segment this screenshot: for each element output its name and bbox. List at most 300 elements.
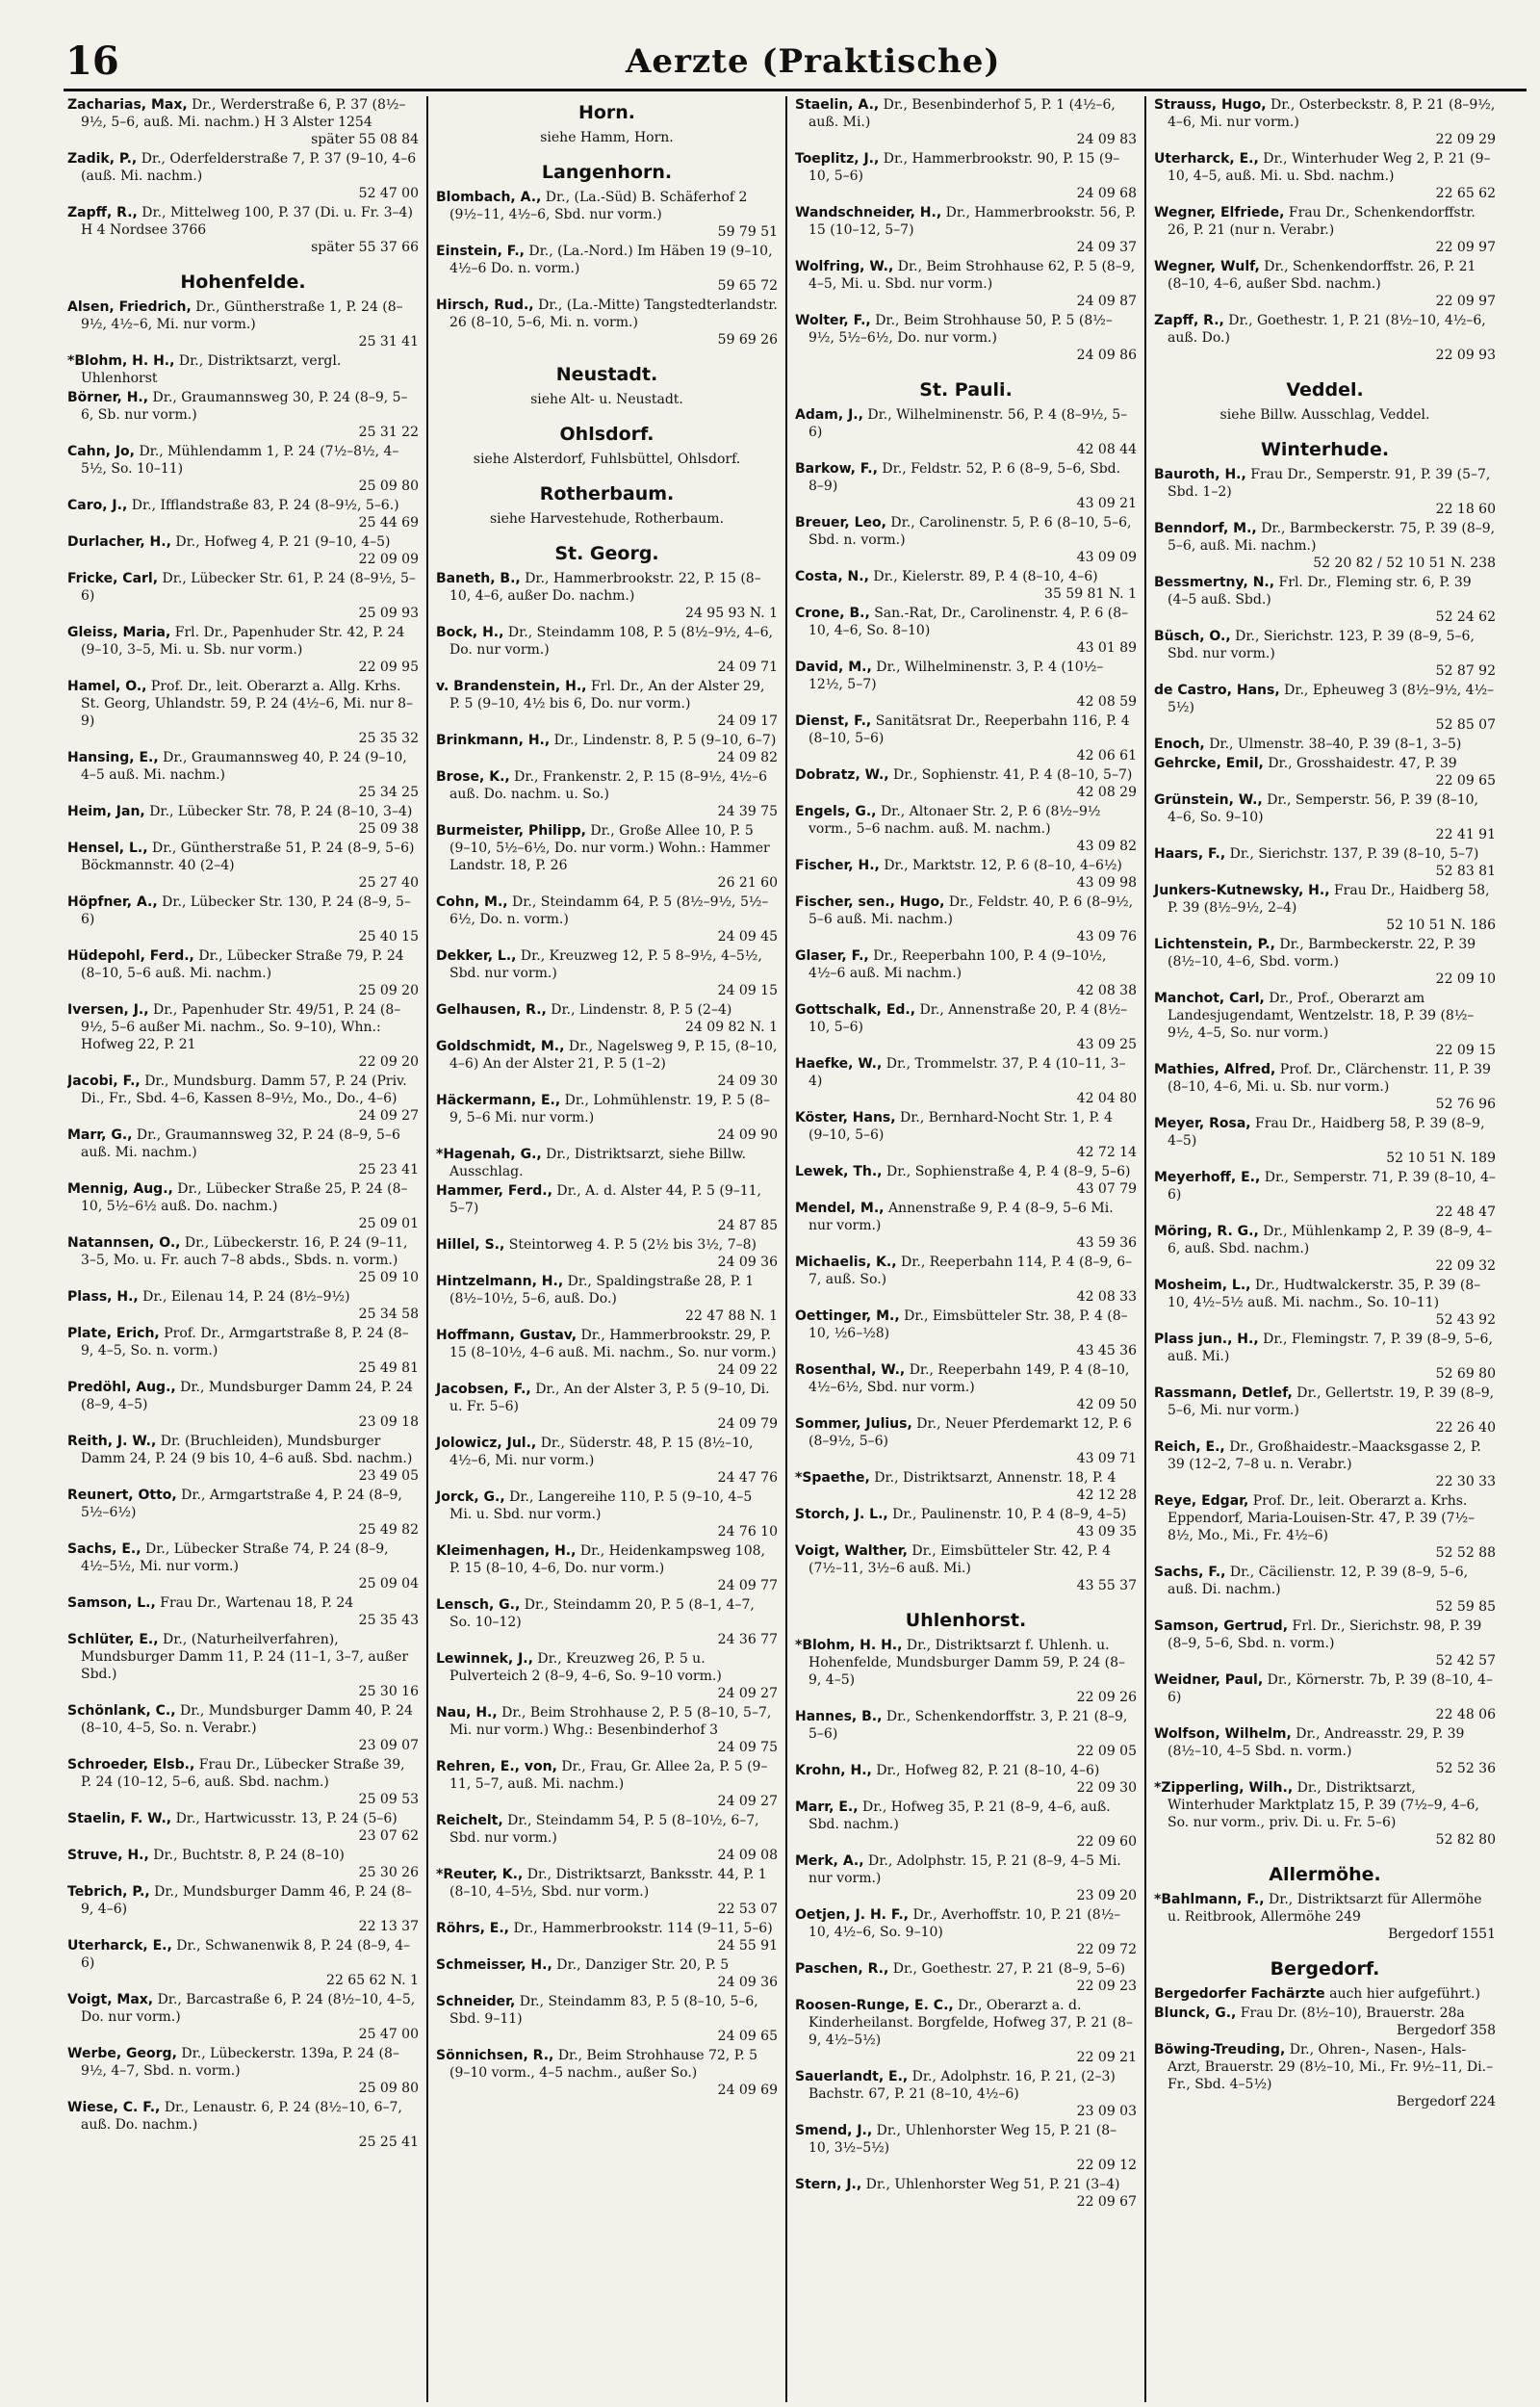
directory-entry bbox=[436, 1704, 778, 1756]
physician-name: Weidner, Paul, bbox=[1154, 1672, 1264, 1688]
phone-number: 52 76 96 bbox=[1435, 1097, 1496, 1112]
entry-details: Prof. Dr., leit. Oberarzt a. Allg. Krhs. St. Georg, Uhlandstr. 59, P. 24 (4½–6, Mi. nur 8–9) bbox=[81, 679, 414, 729]
physician-name: Meyer, Rosa, bbox=[1154, 1116, 1251, 1131]
physician-name: Hannes, B., bbox=[795, 1709, 883, 1724]
entry-details: Dr., Marktstr. 12, P. 6 (8–10, 4–6½) bbox=[884, 858, 1122, 873]
physician-name: Breuer, Leo, bbox=[795, 515, 886, 531]
directory-entry bbox=[436, 1092, 778, 1144]
phone-number: 59 79 51 bbox=[717, 224, 778, 240]
physician-name: Zapff, R., bbox=[1154, 313, 1224, 328]
entry-details: Dr., Trommelstr. 37, P. 4 (10–11, 3–4) bbox=[808, 1056, 1126, 1089]
phone-number: 25 09 01 bbox=[358, 1216, 419, 1231]
physician-name: Caro, J., bbox=[67, 498, 128, 513]
physician-name: Hillel, S., bbox=[436, 1237, 505, 1253]
entry-details: Dr., Lübecker Straße 25, P. 24 (8–10, 5½–6½ auß. Do. nachm.) bbox=[81, 1181, 408, 1214]
section-title: Uhlenhorst. bbox=[905, 1610, 1027, 1631]
phone-number: 24 09 36 bbox=[717, 1255, 778, 1270]
directory-entry bbox=[67, 96, 419, 148]
phone-number: 43 07 79 bbox=[1076, 1181, 1137, 1197]
section-title: Langenhorn. bbox=[541, 162, 673, 183]
directory-entry bbox=[67, 947, 419, 999]
entry-details: Dr., Uhlenhorster Weg 51, P. 21 (3–4) bbox=[865, 2177, 1120, 2192]
entry-details: Dr., Kielerstr. 89, P. 4 (8–10, 4–6) bbox=[873, 569, 1098, 584]
physician-name: *Spaethe, bbox=[795, 1470, 870, 1486]
entry-details: Dr., Ohren-, Nasen-, Hals-Arzt, Brauerstr. 29 (8½–10, Mi., Fr. 9½–11, Di.–Fr., Sbd. 4–5½) bbox=[1168, 2042, 1494, 2092]
phone-number: 43 09 82 bbox=[1076, 839, 1137, 854]
header-rule bbox=[64, 89, 1527, 91]
phone-number: 42 08 59 bbox=[1076, 694, 1137, 710]
directory-entry bbox=[67, 1325, 419, 1377]
physician-name: Voigt, Walther, bbox=[795, 1543, 908, 1559]
entry-details: Prof. Dr., leit. Oberarzt a. Krhs. Eppendorf, Maria-Louisen-Str. 47, P. 39 (7½–8½, Mo., Mi., Fr. 4½–6) bbox=[1168, 1493, 1476, 1543]
physician-name: Fischer, sen., Hugo, bbox=[795, 894, 945, 910]
entry-details: Dr., Andreasstr. 29, P. 39 (8½–10, 4–5 Sbd. n. vorm.) bbox=[1168, 1726, 1465, 1759]
entry-details: Dr., Kreuzweg 12, P. 5 8–9½, 4–5½, Sbd. nur vorm.) bbox=[449, 948, 762, 981]
directory-entry bbox=[436, 1146, 778, 1180]
phone-number: 26 21 60 bbox=[717, 875, 778, 891]
directory-entry bbox=[1154, 2005, 1496, 2039]
physician-name: Crone, B., bbox=[795, 606, 870, 621]
phone-number: 24 09 30 bbox=[717, 1074, 778, 1089]
phone-number: 22 09 10 bbox=[1435, 971, 1496, 987]
entry-details: Sanitätsrat Dr., Reeperbahn 116, P. 4 (8–10, 5–6) bbox=[808, 713, 1130, 746]
phone-number: 24 09 27 bbox=[358, 1108, 419, 1124]
directory-entry bbox=[795, 605, 1137, 657]
phone-number: 22 09 65 bbox=[1435, 773, 1496, 789]
phone-number: 22 09 20 bbox=[358, 1054, 419, 1070]
directory-entry bbox=[1154, 312, 1496, 364]
entry-details: Dr., Werderstraße 6, P. 37 (8½–9½, 5–6, auß. Mi. nachm.) H 3 Alster 1254 bbox=[81, 97, 406, 130]
phone-number: 22 09 09 bbox=[358, 552, 419, 567]
phone-number: 25 27 40 bbox=[358, 875, 419, 891]
directory-entry bbox=[67, 352, 419, 387]
physician-name: Wolter, F., bbox=[795, 313, 871, 328]
physician-name: Brose, K., bbox=[436, 769, 510, 785]
entry-details: Dr., Hammerbrookstr. 29, P. 15 (8–10½, 4–6 auß. Mi. nachm., So. nur vorm.) bbox=[449, 1328, 777, 1360]
entry-details: Prof. Dr., Clärchenstr. 11, P. 39 (8–10, 4–6, Mi. u. Sb. nur vorm.) bbox=[1168, 1062, 1491, 1095]
entry-details: Dr., Güntherstraße 1, P. 24 (8–9½, 4½–6, Mi. nur vorm.) bbox=[81, 299, 403, 332]
phone-number: 22 09 60 bbox=[1076, 1834, 1137, 1850]
physician-name: Tebrich, P., bbox=[67, 1884, 150, 1900]
directory-entry bbox=[67, 1883, 419, 1935]
physician-name: Manchot, Carl, bbox=[1154, 991, 1265, 1006]
directory-entry bbox=[67, 497, 419, 531]
directory-entry bbox=[436, 189, 778, 241]
physician-name: Bauroth, H., bbox=[1154, 467, 1246, 482]
physician-name: Gehrcke, Emil, bbox=[1154, 756, 1264, 771]
phone-number: 22 09 93 bbox=[1435, 348, 1496, 363]
page-number: 16 bbox=[65, 39, 119, 84]
directory-entry bbox=[795, 2176, 1137, 2211]
phone-number: 22 09 67 bbox=[1076, 2194, 1137, 2210]
physician-name: Reich, E., bbox=[1154, 1439, 1225, 1455]
directory-entry bbox=[795, 2068, 1137, 2120]
physician-name: Oetjen, J. H. F., bbox=[795, 1907, 909, 1923]
physician-name: Brinkmann, H., bbox=[436, 733, 551, 748]
phone-number: 22 53 07 bbox=[717, 1902, 778, 1917]
directory-entry bbox=[436, 732, 778, 766]
phone-number: 25 25 41 bbox=[358, 2135, 419, 2150]
phone-number: 24 09 17 bbox=[717, 713, 778, 729]
phone-number: 25 47 00 bbox=[358, 2027, 419, 2042]
directory-entry bbox=[1154, 936, 1496, 988]
entry-details: Dr., Distriktsarzt, siehe Billw. Ausschlag. bbox=[449, 1147, 746, 1179]
physician-name: Mennig, Aug., bbox=[67, 1181, 173, 1197]
phone-number: 42 09 50 bbox=[1076, 1397, 1137, 1412]
physician-name: Sachs, E., bbox=[67, 1541, 141, 1557]
directory-entry bbox=[67, 150, 419, 202]
physician-name: Hirsch, Rud., bbox=[436, 298, 534, 313]
physician-name: David, M., bbox=[795, 660, 872, 675]
entry-details: Frau Dr., Haidberg 58, P. 39 (8½–9½, 2–4) bbox=[1168, 883, 1490, 916]
directory-entry bbox=[795, 803, 1137, 855]
phone-number: 25 49 82 bbox=[358, 1522, 419, 1538]
physician-name: Köster, Hans, bbox=[795, 1110, 896, 1126]
physician-name: *Blohm, H. H., bbox=[67, 353, 175, 369]
directory-entry bbox=[436, 1866, 778, 1918]
directory-entry bbox=[436, 1435, 778, 1487]
directory-entry bbox=[436, 1273, 778, 1325]
physician-name: Durlacher, H., bbox=[67, 534, 171, 550]
phone-number: 24 87 85 bbox=[717, 1218, 778, 1233]
directory-entry bbox=[1154, 1169, 1496, 1221]
phone-number: 24 09 65 bbox=[717, 2029, 778, 2044]
entry-details: Dr., Flemingstr. 7, P. 39 (8–9, 5–6, auß. Mi.) bbox=[1168, 1332, 1493, 1364]
directory-entry bbox=[795, 204, 1137, 256]
directory-entry bbox=[795, 857, 1137, 892]
entry-details: Dr., Feldstr. 40, P. 6 (8–9½, 5–6 auß. Mi. nachm.) bbox=[808, 894, 1134, 927]
directory-entry bbox=[795, 1109, 1137, 1161]
phone-number: 22 09 12 bbox=[1076, 2158, 1137, 2173]
phone-number: 25 35 32 bbox=[358, 731, 419, 746]
directory-entry bbox=[436, 678, 778, 730]
directory-entry bbox=[795, 1997, 1137, 2066]
cross-reference: siehe Harvestehude, Rotherbaum. bbox=[489, 511, 725, 527]
directory-entry bbox=[1154, 520, 1496, 572]
directory-entry bbox=[436, 1993, 778, 2045]
directory-entry bbox=[1154, 96, 1496, 148]
directory-entry bbox=[436, 2047, 778, 2099]
directory-entry bbox=[67, 803, 419, 838]
directory-entry bbox=[1154, 628, 1496, 680]
phone-number: 25 09 80 bbox=[358, 479, 419, 494]
physician-name: Lensch, G., bbox=[436, 1597, 521, 1613]
section-title: Horn. bbox=[578, 102, 636, 123]
phone-number: 59 69 26 bbox=[717, 332, 778, 348]
directory-entry bbox=[436, 243, 778, 295]
cross-reference: siehe Hamm, Horn. bbox=[540, 130, 674, 145]
directory-entry bbox=[67, 1937, 419, 1989]
entry-details: Dr., Feldstr. 52, P. 6 (8–9, 5–6, Sbd. 8–9) bbox=[808, 461, 1121, 494]
entry-details: Dr., Barmbeckerstr. 75, P. 39 (8–9, 5–6, auß. Mi. nachm.) bbox=[1168, 521, 1496, 554]
entry-details: Dr., Mittelweg 100, P. 37 (Di. u. Fr. 3–4) H 4 Nordsee 3766 bbox=[81, 205, 413, 238]
phone-number: 22 41 91 bbox=[1435, 827, 1496, 842]
directory-entry bbox=[795, 1506, 1137, 1540]
entry-details: Dr., Beim Strohhause 50, P. 5 (8½–9½, 5½–6½, Do. nur vorm.) bbox=[808, 313, 1113, 346]
physician-name: Wiese, C. F., bbox=[67, 2100, 161, 2115]
directory-entry bbox=[795, 1852, 1137, 1904]
phone-number: 24 09 71 bbox=[717, 660, 778, 675]
phone-number: 24 36 77 bbox=[717, 1632, 778, 1647]
physician-name: Büsch, O., bbox=[1154, 629, 1231, 644]
physician-name: Höpfner, A., bbox=[67, 894, 158, 910]
physician-name: v. Brandenstein, H., bbox=[436, 679, 587, 694]
column-1 bbox=[67, 96, 426, 2402]
directory-entry bbox=[436, 768, 778, 820]
physician-name: Möring, R. G., bbox=[1154, 1224, 1259, 1239]
phone-number: 43 59 36 bbox=[1076, 1235, 1137, 1251]
entry-details: Dr., Schenkendorffstr. 3, P. 21 (8–9, 5–6) bbox=[808, 1709, 1128, 1742]
entry-details: Frau Dr., Lübecker Straße 39, P. 24 (10–12, 5–6, auß. Sbd. nachm.) bbox=[81, 1757, 405, 1790]
entry-details: Dr., Armgartstraße 4, P. 24 (8–9, 5½–6½) bbox=[81, 1488, 402, 1520]
directory-entry bbox=[67, 1433, 419, 1485]
phone-number: 24 76 10 bbox=[717, 1524, 778, 1540]
physician-name: *Bahlmann, F., bbox=[1154, 1892, 1265, 1907]
phone-number: 24 09 37 bbox=[1076, 240, 1137, 255]
directory-entry bbox=[1154, 990, 1496, 1059]
section-title: St. Pauli. bbox=[919, 379, 1013, 401]
entry-details: Frl. Dr., Fleming str. 6, P. 39 (4–5 auß. Sbd.) bbox=[1168, 575, 1472, 608]
physician-name: Gelhausen, R., bbox=[436, 1002, 547, 1018]
entry-details: Dr., Heidenkampsweg 108, P. 15 (8–10, 4–6, Do. nur vorm.) bbox=[449, 1543, 765, 1576]
phone-number: 25 49 81 bbox=[358, 1360, 419, 1376]
entry-details: Dr., Lübecker Str. 61, P. 24 (8–9½, 5–6) bbox=[81, 571, 416, 604]
physician-name: Marr, E., bbox=[795, 1799, 859, 1815]
phone-number: 24 09 90 bbox=[717, 1127, 778, 1143]
physician-name: Sachs, F., bbox=[1154, 1565, 1226, 1580]
phone-number: 24 39 75 bbox=[717, 804, 778, 819]
entry-details: Dr., Großhaidestr.–Maacksgasse 2, P. 39 (12–2, 7–8 u. n. Verabr.) bbox=[1168, 1439, 1481, 1472]
physician-name: Uterharck, E., bbox=[67, 1938, 172, 1954]
entry-details: Frau Dr., Schenkendorffstr. 26, P. 21 (nur n. Verabr.) bbox=[1168, 205, 1476, 238]
physician-name: Staelin, F. W., bbox=[67, 1811, 172, 1826]
phone-number: 23 07 62 bbox=[358, 1828, 419, 1844]
section-title: Rotherbaum. bbox=[539, 483, 675, 505]
phone-number: 42 72 14 bbox=[1076, 1145, 1137, 1160]
entry-details: Dr., Distriktsarzt, Winterhuder Marktplatz 15, P. 39 (7½–9, 4–6, So. nur vorm., priv. Di. u. Fr. 5–6) bbox=[1168, 1780, 1479, 1830]
entry-details: Dr., Hammerbrookstr. 56, P. 15 (10–12, 5–7) bbox=[808, 205, 1137, 238]
entry-details: Dr., Mundsburger Damm 46, P. 24 (8–9, 4–6) bbox=[81, 1884, 412, 1917]
phone-number: 25 30 16 bbox=[358, 1684, 419, 1699]
physician-name: Alsen, Friedrich, bbox=[67, 299, 192, 315]
directory-entry bbox=[436, 1542, 778, 1594]
physician-name: Jacobi, F., bbox=[67, 1074, 141, 1089]
physician-name: Glaser, F., bbox=[795, 948, 869, 964]
phone-number: 22 48 06 bbox=[1435, 1707, 1496, 1722]
directory-entry bbox=[1154, 791, 1496, 843]
directory-entry bbox=[795, 1254, 1137, 1306]
directory-entry bbox=[1154, 1061, 1496, 1113]
physician-name: Strauss, Hugo, bbox=[1154, 97, 1267, 113]
cross-reference: siehe Alsterdorf, Fuhlsbüttel, Ohlsdorf. bbox=[473, 452, 741, 467]
phone-number: 23 09 07 bbox=[358, 1738, 419, 1753]
phone-number: 42 08 29 bbox=[1076, 785, 1137, 800]
physician-name: Reichelt, bbox=[436, 1813, 503, 1828]
directory-entry bbox=[1154, 1115, 1496, 1167]
directory-entry bbox=[1154, 1492, 1496, 1562]
directory-entry bbox=[67, 389, 419, 441]
entry-details: Dr., Sophienstr. 41, P. 4 (8–10, 5–7) bbox=[893, 767, 1133, 783]
physician-name: Jorck, G., bbox=[436, 1489, 505, 1505]
physician-name: Börner, H., bbox=[67, 390, 149, 405]
directory-entry bbox=[795, 1960, 1137, 1995]
directory-entry bbox=[67, 1594, 419, 1629]
phone-number: 22 65 62 N. 1 bbox=[326, 1973, 419, 1988]
phone-number: 24 09 27 bbox=[717, 1794, 778, 1809]
directory-entry bbox=[1154, 1891, 1496, 1943]
physician-name: Kleimenhagen, H., bbox=[436, 1543, 577, 1559]
physician-name: Hamel, O., bbox=[67, 679, 147, 694]
physician-name: Wolfring, W., bbox=[795, 259, 894, 274]
directory-entry bbox=[67, 840, 419, 892]
phone-number: 43 09 76 bbox=[1076, 929, 1137, 945]
directory-entry bbox=[67, 443, 419, 495]
phone-number: 25 44 69 bbox=[358, 515, 419, 531]
directory-entry bbox=[795, 1163, 1137, 1198]
phone-number: 43 09 98 bbox=[1076, 875, 1137, 891]
directory-entry bbox=[436, 570, 778, 622]
entry-details: Dr., Annenstraße 20, P. 4 (8½–10, 5–6) bbox=[808, 1002, 1128, 1035]
entry-details: Annenstraße 9, P. 4 (8–9, 5–6 Mi. nur vorm.) bbox=[808, 1201, 1114, 1233]
phone-number: 22 09 30 bbox=[1076, 1780, 1137, 1796]
phone-number: 52 10 51 N. 189 bbox=[1386, 1151, 1496, 1166]
phone-number: 42 08 33 bbox=[1076, 1289, 1137, 1305]
section-title: Winterhude. bbox=[1260, 439, 1390, 460]
directory-entry bbox=[67, 1847, 419, 1881]
phone-number: 22 48 47 bbox=[1435, 1204, 1496, 1220]
physician-name: *Hagenah, G., bbox=[436, 1147, 542, 1162]
directory-entry bbox=[67, 1288, 419, 1323]
entry-details: Dr., Lübeckerstr. 16, P. 24 (9–11, 3–5, Mo. u. Fr. auch 7–8 abds., Sbds. n. vorm.) bbox=[81, 1235, 408, 1268]
directory-entry bbox=[67, 1756, 419, 1808]
entry-details: Dr., (La.-Mitte) Tangstedterlandstr. 26 (8–10, 5–6, Mi. n. vorm.) bbox=[449, 298, 778, 330]
physician-name: Toeplitz, J., bbox=[795, 151, 880, 167]
physician-name: Mathies, Alfred, bbox=[1154, 1062, 1276, 1077]
physician-name: Hansing, E., bbox=[67, 750, 159, 765]
physician-name: Cohn, M., bbox=[436, 894, 508, 910]
physician-name: Enoch, bbox=[1154, 737, 1205, 752]
directory-entry bbox=[795, 893, 1137, 945]
physician-name: Goldschmidt, M., bbox=[436, 1039, 565, 1054]
entry-details: Dr., Hartwicusstr. 13, P. 24 (5–6) bbox=[175, 1811, 398, 1826]
entry-details: Dr., Sierichstr. 137, P. 39 (8–10, 5–7) bbox=[1229, 846, 1479, 862]
phone-number: 22 09 26 bbox=[1076, 1690, 1137, 1705]
phone-number: 52 42 57 bbox=[1435, 1653, 1496, 1669]
phone-number: 24 09 68 bbox=[1076, 186, 1137, 201]
physician-name: Schönlank, C., bbox=[67, 1703, 176, 1719]
entry-details: Dr., Steindamm 54, P. 5 (8–10½, 6–7, Sbd. nur vorm.) bbox=[449, 1813, 759, 1846]
phone-number: 42 12 28 bbox=[1076, 1488, 1137, 1503]
directory-entry bbox=[67, 204, 419, 256]
column-4 bbox=[1144, 96, 1503, 2402]
directory-entry bbox=[795, 150, 1137, 202]
physician-name: Smend, J., bbox=[795, 2123, 873, 2138]
physician-name: Benndorf, M., bbox=[1154, 521, 1257, 536]
directory-entry bbox=[436, 947, 778, 999]
physician-name: Zacharias, Max, bbox=[67, 97, 188, 113]
entry-details: Dr., Mundsburger Damm 24, P. 24 (8–9, 4–5) bbox=[81, 1380, 414, 1412]
physician-name: Reye, Edgar, bbox=[1154, 1493, 1249, 1509]
entry-details: Dr., Wilhelminenstr. 3, P. 4 (10½–12½, 5–7) bbox=[808, 660, 1104, 692]
entry-details: San.-Rat, Dr., Carolinenstr. 4, P. 6 (8–10, 4–6, So. 8–10) bbox=[808, 606, 1129, 638]
phone-number: 24 09 87 bbox=[1076, 294, 1137, 309]
entry-details: Dr., Distriktsarzt, Banksstr. 44, P. 1 (8–10, 4–5½, Sbd. nur vorm.) bbox=[449, 1867, 767, 1900]
entry-details: Dr., (Naturheilverfahren), Mundsburger Damm 11, P. 24 (11–1, 3–7, außer Sbd.) bbox=[81, 1632, 409, 1682]
phone-number: 35 59 81 N. 1 bbox=[1044, 586, 1137, 602]
directory-entry bbox=[67, 1234, 419, 1286]
directory-entry bbox=[1154, 1331, 1496, 1383]
phone-number: 52 47 00 bbox=[358, 186, 419, 201]
phone-number: 43 45 36 bbox=[1076, 1343, 1137, 1359]
directory-entry bbox=[795, 659, 1137, 711]
physician-name: Burmeister, Philipp, bbox=[436, 823, 586, 839]
section-title: Neustadt. bbox=[555, 364, 658, 385]
phone-number: 43 09 35 bbox=[1076, 1524, 1137, 1540]
entry-details: Dr., Hammerbrookstr. 90, P. 15 (9–10, 5–6) bbox=[808, 151, 1120, 184]
entry-details: Dr., Uhlenhorster Weg 15, P. 21 (8–10, 3½–5½) bbox=[808, 2123, 1117, 2156]
entry-details: Dr., Barmbeckerstr. 22, P. 39 (8½–10, 4–6, Sbd. vorm.) bbox=[1168, 937, 1476, 970]
cross-reference: siehe Alt- u. Neustadt. bbox=[530, 392, 683, 407]
phone-number: 22 09 29 bbox=[1435, 132, 1496, 147]
physician-name: Marr, G., bbox=[67, 1127, 133, 1143]
phone-number: 42 08 38 bbox=[1076, 983, 1137, 998]
physician-name: Schlüter, E., bbox=[67, 1632, 159, 1647]
physician-name: Sönnichsen, R., bbox=[436, 2048, 554, 2063]
directory-entry bbox=[795, 1762, 1137, 1797]
directory-entry bbox=[795, 1708, 1137, 1760]
directory-entry bbox=[67, 1702, 419, 1754]
entry-details: Dr., Distriktsarzt, vergl. Uhlenhorst bbox=[81, 353, 342, 386]
directory-entry bbox=[1154, 845, 1496, 880]
column-2 bbox=[426, 96, 785, 2402]
physician-name: Plass, H., bbox=[67, 1289, 139, 1305]
physician-name: Krohn, H., bbox=[795, 1763, 872, 1778]
phone-number: 25 40 15 bbox=[358, 929, 419, 945]
phone-number: 22 30 33 bbox=[1435, 1474, 1496, 1489]
phone-number: 22 09 05 bbox=[1076, 1744, 1137, 1759]
directory-entry bbox=[436, 1038, 778, 1090]
phone-number: 22 09 95 bbox=[358, 660, 419, 675]
entry-details: Dr., Carolinenstr. 5, P. 6 (8–10, 5–6, Sbd. n. vorm.) bbox=[808, 515, 1132, 548]
entry-details: Dr., Lindenstr. 8, P. 5 (9–10, 6–7) bbox=[553, 733, 777, 748]
directory-entry bbox=[67, 533, 419, 568]
directory-entry bbox=[795, 1001, 1137, 1053]
phone-number: 22 26 40 bbox=[1435, 1420, 1496, 1436]
physician-name: Wandschneider, H., bbox=[795, 205, 942, 220]
phone-number: 52 20 82 / 52 10 51 N. 238 bbox=[1313, 556, 1496, 571]
phone-number: 52 10 51 N. 186 bbox=[1386, 918, 1496, 933]
physician-name: Blunck, G., bbox=[1154, 2006, 1237, 2021]
entry-details: Dr., Reeperbahn 100, P. 4 (9–10½, 4½–6 auß. Mi nachm.) bbox=[808, 948, 1107, 981]
physician-name: Natannsen, O., bbox=[67, 1235, 181, 1251]
physician-name: Oettinger, M., bbox=[795, 1308, 900, 1324]
entry-details: Dr., Papenhuder Str. 49/51, P. 24 (8–9½, 5–6 außer Mi. nachm., So. 9–10), Whn.: Hofweg 22, P. 21 bbox=[81, 1002, 401, 1052]
phone-number: 24 09 36 bbox=[717, 1975, 778, 1990]
entry-details: Dr., Oderfelderstraße 7, P. 37 (9–10, 4–6 (auß. Mi. nachm.) bbox=[81, 151, 417, 184]
entry-details: Dr., Buchtstr. 8, P. 24 (8–10) bbox=[153, 1848, 345, 1863]
directory-entry bbox=[795, 947, 1137, 999]
section-title: Allermöhe. bbox=[1269, 1864, 1381, 1885]
cross-reference: siehe Billw. Ausschlag, Veddel. bbox=[1219, 407, 1430, 423]
entry-details: Frl. Dr., Sierichstr. 98, P. 39 (8–9, 5–6, Sbd. n. vorm.) bbox=[1168, 1618, 1482, 1651]
phone-number: 43 01 89 bbox=[1076, 640, 1137, 656]
physician-name: *Reuter, K., bbox=[436, 1867, 524, 1882]
phone-number: 25 31 22 bbox=[358, 425, 419, 440]
entry-details: Dr., Graumannsweg 32, P. 24 (8–9, 5–6 auß. Mi. nachm.) bbox=[81, 1127, 400, 1160]
directory-entry bbox=[67, 1540, 419, 1592]
entry-details: Dr., Hofweg 82, P. 21 (8–10, 4–6) bbox=[876, 1763, 1100, 1778]
entry-details: Dr., Steindamm 64, P. 5 (8½–9½, 5½–6½, Do. n. vorm.) bbox=[449, 894, 769, 927]
